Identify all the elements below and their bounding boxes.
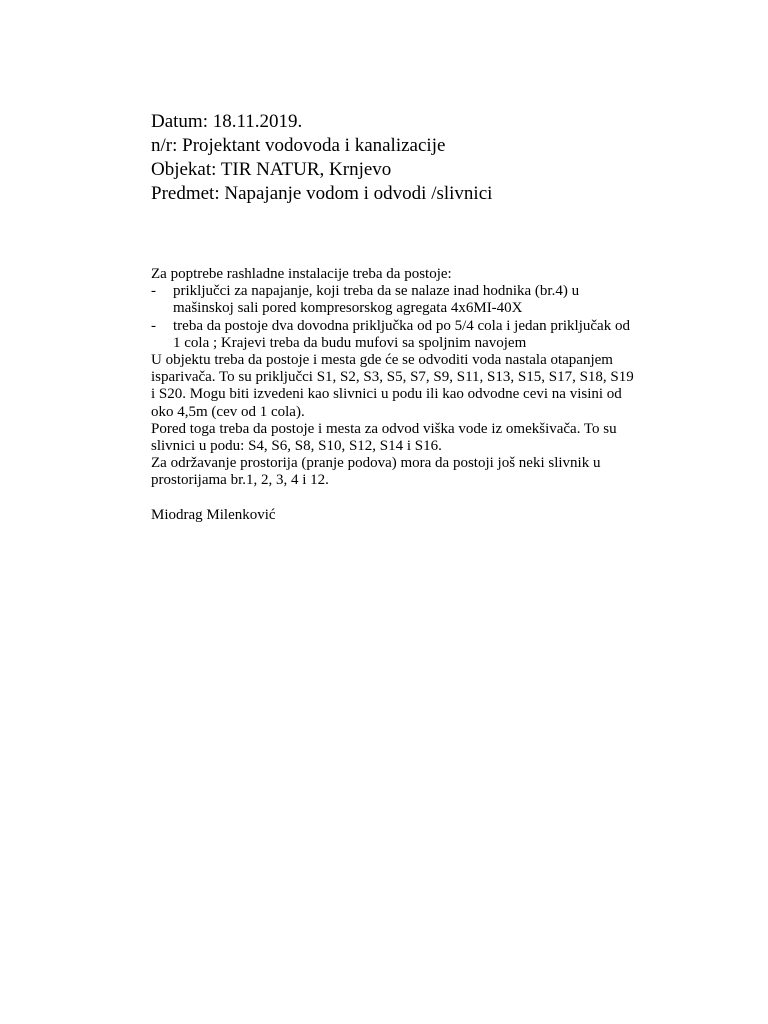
list-bullet: -: [151, 317, 156, 334]
paragraph-line: Pored toga treba da postoje i mesta za odvod viška vode iz omekšivača. To su: [151, 420, 617, 437]
paragraph-line: oko 4,5m (cev od 1 cola).: [151, 403, 305, 420]
letter-header: [151, 110, 711, 206]
intro-text: Za poptrebe rashladne instalacije treba da postoje:: [151, 266, 452, 282]
object-line: Objekat: TIR NATUR, Krnjevo: [151, 159, 392, 180]
list-item-text: 1 cola ; Krajevi treba da budu mufovi sa spoljnim navojem: [173, 334, 527, 351]
list-item: [151, 283, 671, 317]
list-item-text: treba da postoje dva dovodna priključka od po 5/4 cola i jedan priključak od: [173, 317, 630, 334]
date-line: Datum: 18.11.2019.: [151, 111, 303, 132]
list-item: [151, 318, 671, 352]
paragraph-line: U objektu treba da postoje i mesta gde će se odvoditi voda nastala otapanjem: [151, 352, 613, 369]
attention-line: n/r: Projektant vodovoda i kanalizacije: [151, 135, 446, 156]
list-bullet: -: [151, 283, 156, 300]
paragraph-line: slivnici u podu: S4, S6, S8, S10, S12, S14 i S16.: [151, 438, 442, 455]
paragraph-line: i S20. Mogu biti izvedeni kao slivnici u podu ili kao odvodne cevi na visini od: [151, 386, 622, 403]
list-item-text: priključci za napajanje, koji treba da se nalaze inad hodnika (br.4) u: [173, 283, 580, 300]
letter-body: [151, 266, 671, 524]
signature-name: Miodrag Milenković: [151, 506, 276, 523]
list-item-text: mašinskoj sali pored kompresorskog agregata 4x6MI-40X: [173, 300, 523, 317]
paragraph-line: Za održavanje prostorija (pranje podova) mora da postoji još neki slivnik u: [151, 455, 601, 472]
paragraph-line: isparivača. To su priključci S1, S2, S3, S5, S7, S9, S11, S13, S15, S17, S18, S19: [151, 369, 634, 386]
subject-line: Predmet: Napajanje vodom i odvodi /slivnici: [151, 183, 493, 204]
paragraph-line: prostorijama br.1, 2, 3, 4 i 12.: [151, 472, 329, 489]
